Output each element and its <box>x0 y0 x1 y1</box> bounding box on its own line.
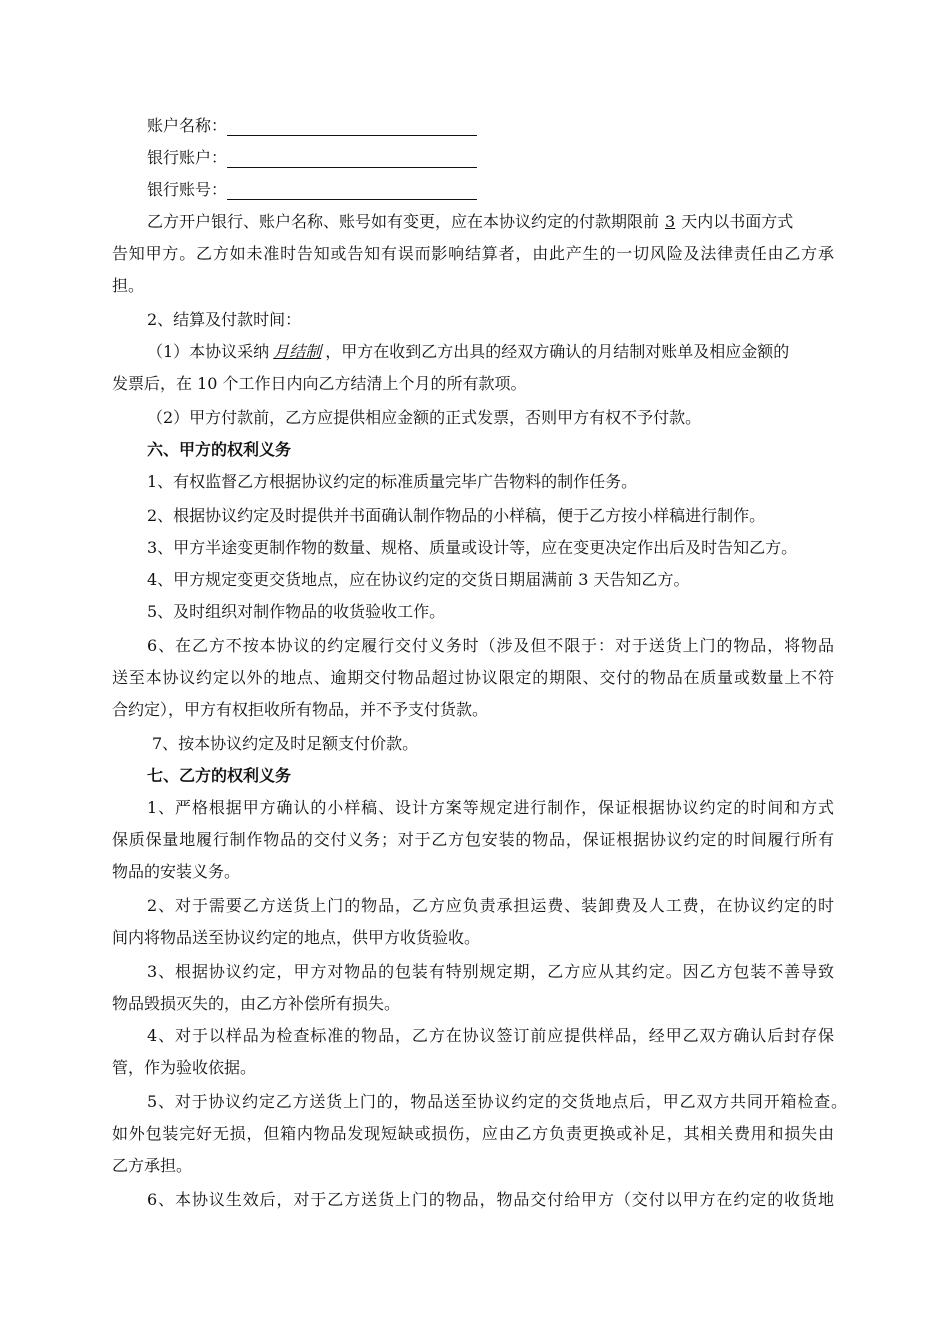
settlement-method-value: 月结制 <box>273 342 322 361</box>
section7-item1-line3: 物品的安装义务。 <box>112 862 241 881</box>
section6-item1: 1、有权监督乙方根据协议约定的标准质量完毕广告物料的制作任务。 <box>147 472 638 491</box>
settlement-item1-text: （1）本协议采纳 <box>147 342 270 361</box>
section7-item2-line1: 2、对于需要乙方送货上门的物品，乙方应负责承担运费、装卸费及人工费，在协议约定的时 <box>147 896 834 915</box>
section6-item6-line3: 合约定），甲方有权拒收所有物品，并不予支付货款。 <box>112 700 489 719</box>
section6-item4: 4、甲方规定变更交货地点，应在协议约定的交货日期届满前 3 天告知乙方。 <box>147 570 690 589</box>
section7-heading: 七、乙方的权利义务 <box>147 766 292 785</box>
settlement-item1-text-end: ，甲方在收到乙方出具的经双方确认的月结制对账单及相应金额的 <box>325 342 790 361</box>
section7-item2-line2: 间内将物品送至协议约定的地点，供甲方收货验收。 <box>112 928 481 947</box>
change-notice-line3: 担。 <box>112 276 145 295</box>
section7-item6-line1: 6、本协议生效后，对于乙方送货上门的物品，物品交付给甲方（交付以甲方在约定的收货地 <box>147 1190 834 1209</box>
section7-item1-line1: 1、严格根据甲方确认的小样稿、设计方案等规定进行制作，保证根据协议约定的时间和方式 <box>147 798 834 817</box>
change-notice-text: 乙方开户银行、账户名称、账号如有变更，应在本协议约定的付款期限前 <box>147 212 660 231</box>
bank-account-blank <box>227 149 477 168</box>
bank-account-label: 银行账户： <box>147 148 228 167</box>
bank-number-blank <box>227 181 477 200</box>
settlement-item1-line1 <box>147 342 789 362</box>
section7-item5-line2: 如外包装完好无损，但箱内物品发现短缺或损伤，应由乙方负责更换或补足，其相关费用和损失由 <box>112 1124 834 1143</box>
section6-item7: 7、按本协议约定及时足额支付价款。 <box>152 734 419 753</box>
section7-item1-line2: 保质保量地履行制作物品的交付义务；对于乙方包安装的物品，保证根据协议约定的时间履行所有 <box>112 830 834 849</box>
section6-item5: 5、及时组织对制作物品的收货验收工作。 <box>147 602 446 621</box>
account-name-blank <box>227 117 477 136</box>
section7-item4-line1: 4、对于以样品为检查标准的物品，乙方在协议签订前应提供样品，经甲乙双方确认后封存保 <box>147 1026 834 1045</box>
change-notice-line1 <box>147 212 793 232</box>
bank-account-field <box>147 148 477 168</box>
section7-item3-line2: 物品毁损灭失的，由乙方补偿所有损失。 <box>112 994 401 1013</box>
change-notice-line2: 告知甲方。乙方如未准时告知或告知有误而影响结算者，由此产生的一切风险及法律责任由乙方承 <box>112 244 834 263</box>
section6-heading: 六、甲方的权利义务 <box>147 440 292 459</box>
section6-item2: 2、根据协议约定及时提供并书面确认制作物品的小样稿，便于乙方按小样稿进行制作。 <box>147 506 766 525</box>
settlement-item2: （2）甲方付款前，乙方应提供相应金额的正式发票，否则甲方有权不予付款。 <box>147 408 702 427</box>
section7-item3-line1: 3、根据协议约定，甲方对物品的包装有特别规定期，乙方应从其约定。因乙方包装不善导致 <box>147 962 834 981</box>
bank-number-field <box>147 180 477 200</box>
account-name-label: 账户名称： <box>147 116 228 135</box>
change-notice-text-end: 天内以书面方式 <box>681 212 794 231</box>
section6-item6-line2: 送至本协议约定以外的地点、逾期交付物品超过协议限定的期限、交付的物品在质量或数量上不符 <box>112 668 834 687</box>
settlement-item1-line2: 发票后，在 10 个工作日内向乙方结清上个月的所有款项。 <box>112 374 527 393</box>
bank-number-label: 银行账号： <box>147 180 228 199</box>
section6-item3: 3、甲方半途变更制作物的数量、规格、质量或设计等，应在变更决定作出后及时告知乙方。 <box>147 538 798 557</box>
section7-item4-line2: 管，作为验收依据。 <box>112 1058 257 1077</box>
section7-item5-line3: 乙方承担。 <box>112 1156 193 1175</box>
section6-item6-line1: 6、在乙方不按本协议的约定履行交付义务时（涉及但不限于：对于送货上门的物品，将物品 <box>147 636 834 655</box>
notice-days-value: 3 <box>665 212 676 231</box>
settlement-title: 2、结算及付款时间： <box>147 310 302 329</box>
account-name-field <box>147 116 477 136</box>
section7-item5-line1: 5、对于协议约定乙方送货上门的，物品送至协议约定的交货地点后，甲乙双方共同开箱检查。 <box>147 1092 847 1111</box>
